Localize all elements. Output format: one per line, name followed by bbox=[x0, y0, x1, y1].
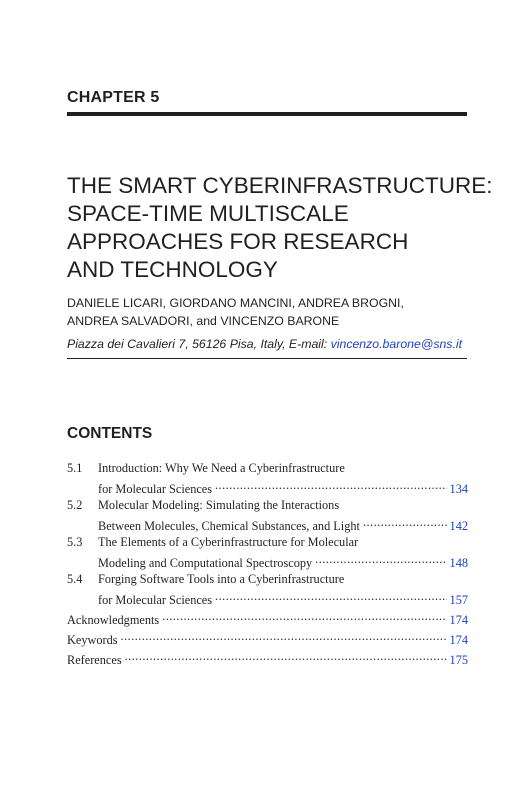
toc-page-number[interactable]: 175 bbox=[449, 653, 468, 667]
toc-entry-keywords[interactable] bbox=[67, 628, 468, 647]
toc-entry-5-4[interactable] bbox=[67, 571, 468, 587]
toc-leader-dots bbox=[162, 608, 446, 624]
email-link[interactable]: vincenzo.barone@sns.it bbox=[330, 337, 463, 351]
toc-entry-title: Between Molecules, Chemical Substances, and Light bbox=[98, 519, 360, 533]
toc-entry-title: Keywords bbox=[67, 633, 118, 647]
toc-entry-5-2[interactable] bbox=[67, 497, 468, 513]
toc-entry-5-3[interactable] bbox=[67, 534, 468, 550]
toc-entry-title: The Elements of a Cyberinfrastructure for Molecular bbox=[98, 535, 359, 549]
toc-page-number[interactable]: 142 bbox=[449, 519, 468, 533]
chapter-rule bbox=[67, 112, 467, 116]
affiliation-rule bbox=[67, 358, 467, 359]
toc-entry-5-1-continued[interactable] bbox=[98, 477, 468, 496]
affiliation bbox=[67, 337, 477, 351]
toc-page-number[interactable]: 174 bbox=[449, 613, 468, 627]
author-line: DANIELE LICARI, GIORDANO MANCINI, ANDREA BROGNI, bbox=[67, 296, 404, 310]
toc-entry-title: Introduction: Why We Need a Cyberinfrastructure bbox=[98, 461, 345, 475]
toc-entry-references[interactable] bbox=[67, 648, 468, 667]
toc-entry-title: Forging Software Tools into a Cyberinfrastructure bbox=[98, 572, 345, 586]
toc-entry-title: for Molecular Sciences bbox=[98, 593, 213, 607]
toc-entry-5-3-continued[interactable] bbox=[98, 551, 468, 570]
title-line: SPACE-TIME MULTISCALE bbox=[67, 201, 349, 226]
toc-leader-dots bbox=[121, 628, 447, 644]
toc-leader-dots bbox=[363, 514, 447, 530]
title-line: APPROACHES FOR RESEARCH bbox=[67, 229, 409, 254]
toc-leader-dots bbox=[125, 648, 447, 664]
toc-entry-5-4-continued[interactable] bbox=[98, 588, 468, 607]
toc-leader-dots bbox=[315, 551, 446, 567]
title-line: AND TECHNOLOGY bbox=[67, 257, 278, 282]
toc-entry-5-2-continued[interactable] bbox=[98, 514, 468, 533]
toc-page-number[interactable]: 148 bbox=[449, 556, 468, 570]
toc-page-number[interactable]: 134 bbox=[449, 482, 468, 496]
toc-section-number: 5.4 bbox=[67, 572, 83, 586]
toc-entry-5-1[interactable] bbox=[67, 460, 468, 476]
title-line: THE SMART CYBERINFRASTRUCTURE: bbox=[67, 173, 493, 198]
toc-page-number[interactable]: 174 bbox=[449, 633, 468, 647]
toc-leader-dots bbox=[215, 477, 447, 493]
toc-section-number: 5.3 bbox=[67, 535, 83, 549]
chapter-label: CHAPTER 5 bbox=[67, 89, 160, 106]
toc-entry-title: Acknowledgments bbox=[67, 613, 160, 627]
affiliation-address: Piazza dei Cavalieri 7, 56126 Pisa, Italy, E-mail: bbox=[67, 337, 331, 351]
toc-entry-title: Molecular Modeling: Simulating the Interactions bbox=[98, 498, 340, 512]
author-list bbox=[67, 294, 477, 330]
toc-leader-dots bbox=[215, 588, 447, 604]
toc-entry-title: for Molecular Sciences bbox=[98, 482, 213, 496]
toc-entry-acknowledgments[interactable] bbox=[67, 608, 468, 627]
toc-entry-title: Modeling and Computational Spectroscopy bbox=[98, 556, 313, 570]
author-line: ANDREA SALVADORI, and VINCENZO BARONE bbox=[67, 314, 340, 328]
chapter-title bbox=[67, 172, 493, 284]
toc-entry-title: References bbox=[67, 653, 122, 667]
toc-page-number[interactable]: 157 bbox=[449, 593, 468, 607]
toc-section-number: 5.1 bbox=[67, 461, 83, 475]
contents-heading: CONTENTS bbox=[67, 425, 153, 442]
toc-section-number: 5.2 bbox=[67, 498, 83, 512]
